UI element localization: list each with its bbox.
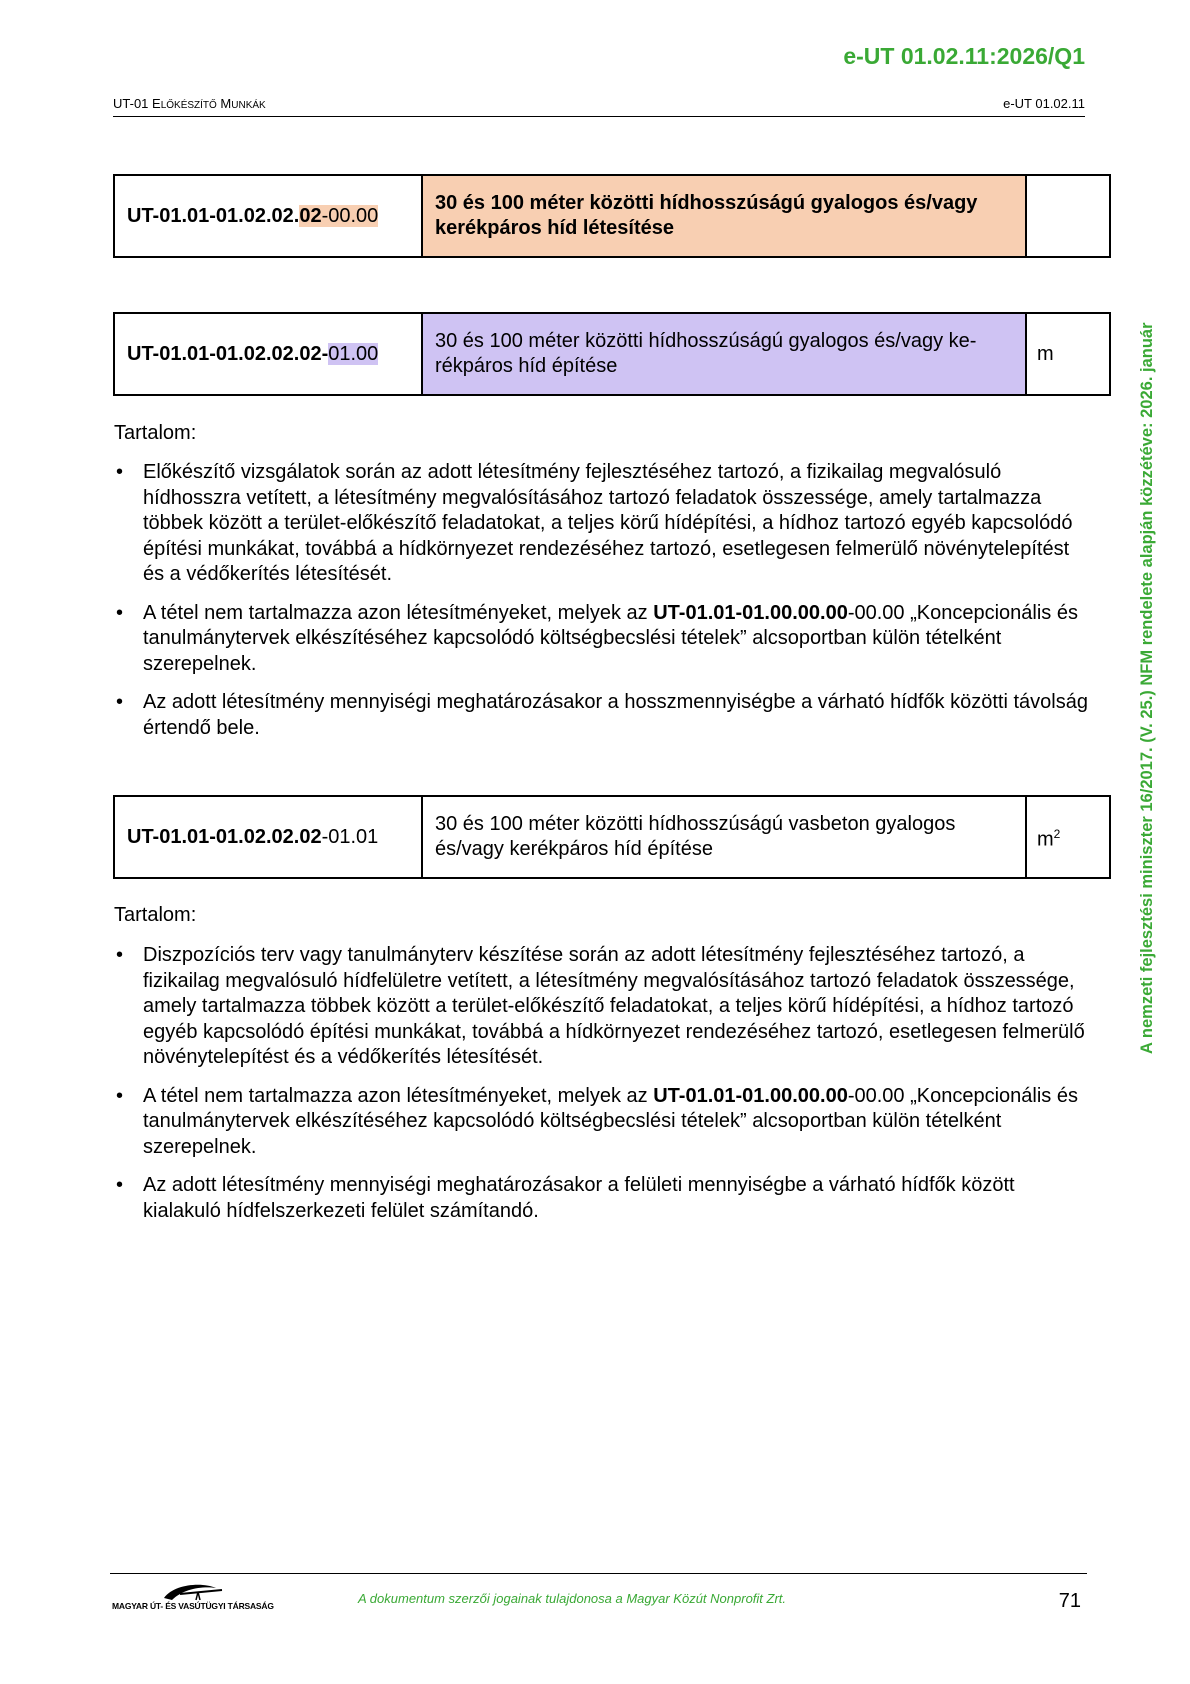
content-label: Tartalom: [114, 422, 197, 444]
page-number: 71 [1058, 1590, 1081, 1612]
item-title: 30 és 100 méter közötti hídhosszúságú vasbeton gyalogos és/vagy kerékpáros híd építése [422, 796, 1026, 878]
item-code [114, 313, 422, 395]
item-code [114, 796, 422, 878]
list-item-text: A tétel nem tartalmazza azon létesítményeket, melyek az [143, 601, 654, 624]
list-item-text-end: „Koncepcionális és tanulmánytervek elkészítéséhez kapcsolódó költségbecslési tételek” alcsoportban külön tételként szerepelnek. [143, 601, 1078, 675]
list-item [114, 601, 1094, 678]
content-list [114, 460, 1094, 754]
chapter-prefix: UT-01 E [113, 96, 161, 111]
item-table-3 [113, 795, 1111, 879]
item-unit [1026, 175, 1110, 257]
list-item [114, 943, 1094, 1071]
list-item-text: Előkészítő vizsgálatok során az adott létesítmény fejlesztéséhez tartozó, a fizikailag megvalósuló hídhosszra vetített, a létesítmény megvalósításához tartozó feladatok összessége, amely tartalmazza többek között a terület-előkészítő feladatokat, a teljes körű hídépítési, a hídhoz tartozó egyéb kapcsolódó építési munkákat, továbbá a hídkörnyezet rendezéséhez tartozó, esetlegesen felmerülő növénytelepítést és a védőkerítés létesítését. [143, 461, 1073, 585]
content-list [114, 943, 1094, 1237]
list-item [114, 690, 1094, 741]
referenced-code: UT-01.01-01.00.00.00 [653, 1084, 848, 1107]
item-title: 30 és 100 méter közötti hídhosszúságú gyalogos és/vagy kerékpáros híd létesítése [422, 175, 1026, 257]
list-item [114, 1173, 1094, 1224]
item-title: 30 és 100 méter közötti hídhosszúságú gyalogos és/vagy ke-rékpáros híd építése [422, 313, 1026, 395]
chapter-word-2: UNKÁK [231, 100, 266, 111]
code-highlight-bold: 02 [299, 204, 322, 227]
code-main: UT-01.01-01.02.02.02 [127, 825, 322, 848]
list-item [114, 460, 1094, 588]
unit-base: m [1037, 828, 1054, 851]
referenced-code: UT-01.01-01.00.00.00 [653, 601, 848, 624]
list-item-text-end: „Koncepcionális és tanulmánytervek elkészítéséhez kapcsolódó költségbecslési tételek” alcsoportban külön tételként szerepelnek. [143, 1084, 1078, 1158]
footer-rule [110, 1573, 1087, 1574]
list-item-text: Az adott létesítmény mennyiségi meghatározásakor a felületi mennyiségbe a várható hídfők között kialakuló hídfelszerkezeti felület számítandó. [143, 1174, 1015, 1222]
item-table-2 [113, 312, 1111, 396]
chapter-mid: M [216, 96, 232, 111]
content-label: Tartalom: [114, 904, 197, 926]
code-suffix: -01.01 [321, 825, 379, 848]
code-highlight: 01.00 [328, 342, 379, 365]
code-main: UT-01.01-01.02.02. [127, 204, 300, 227]
item-unit [1026, 796, 1110, 878]
unit-exponent: 2 [1053, 826, 1061, 841]
logo-text: MAGYAR ÚT- ÉS VASÚTÜGYI TÁRSASÁG [112, 1601, 274, 1611]
side-publication-note: A nemzeti fejlesztési miniszter 16/2017. (V. 25.) NFM rendelete alapján közzétéve: 2026. január [1138, 322, 1156, 1054]
item-table-1 [113, 174, 1111, 258]
list-item [114, 1084, 1094, 1161]
running-header-code: e-UT 01.02.11 [1003, 96, 1085, 111]
list-item-text: A tétel nem tartalmazza azon létesítményeket, melyek az [143, 1084, 654, 1107]
list-item-text: Az adott létesítmény mennyiségi meghatározásakor a hosszmennyiségbe a várható hídfők közötti távolság értendő bele. [143, 691, 1088, 739]
referenced-code-suffix: -00.00 [847, 1084, 905, 1107]
item-unit: m [1026, 313, 1110, 395]
document-code: e-UT 01.02.11:2026/Q1 [843, 43, 1085, 69]
referenced-code-suffix: -00.00 [847, 601, 905, 624]
chapter-word-1: LŐKÉSZÍTŐ [160, 100, 217, 111]
code-main: UT-01.01-01.02.02.02- [127, 342, 329, 365]
running-header-chapter [113, 96, 266, 111]
society-logo [112, 1580, 274, 1614]
copyright-note: A dokumentum szerzői jogainak tulajdonosa a Magyar Közút Nonprofit Zrt. [358, 1591, 787, 1606]
running-header [113, 96, 1085, 117]
item-code [114, 175, 422, 257]
list-item-text: Diszpozíciós terv vagy tanulmányterv készítése során az adott létesítmény fejlesztéséhez tartozó, a fizikailag megvalósuló hídfelületre vetített, a létesítmény megvalósításához tartozó feladatok összessége, amely tartalmazza többek között a terület-előkészítő feladatokat, a teljes körű hídépítési, a hídhoz tartozó egyéb kapcsolódó építési munkákat, továbbá a hídkörnyezet rendezéséhez tartozó, esetlegesen felmerülő növénytelepítést és a védőkerítés létesítését. [143, 944, 1085, 1068]
code-highlight: -00.00 [321, 204, 379, 227]
